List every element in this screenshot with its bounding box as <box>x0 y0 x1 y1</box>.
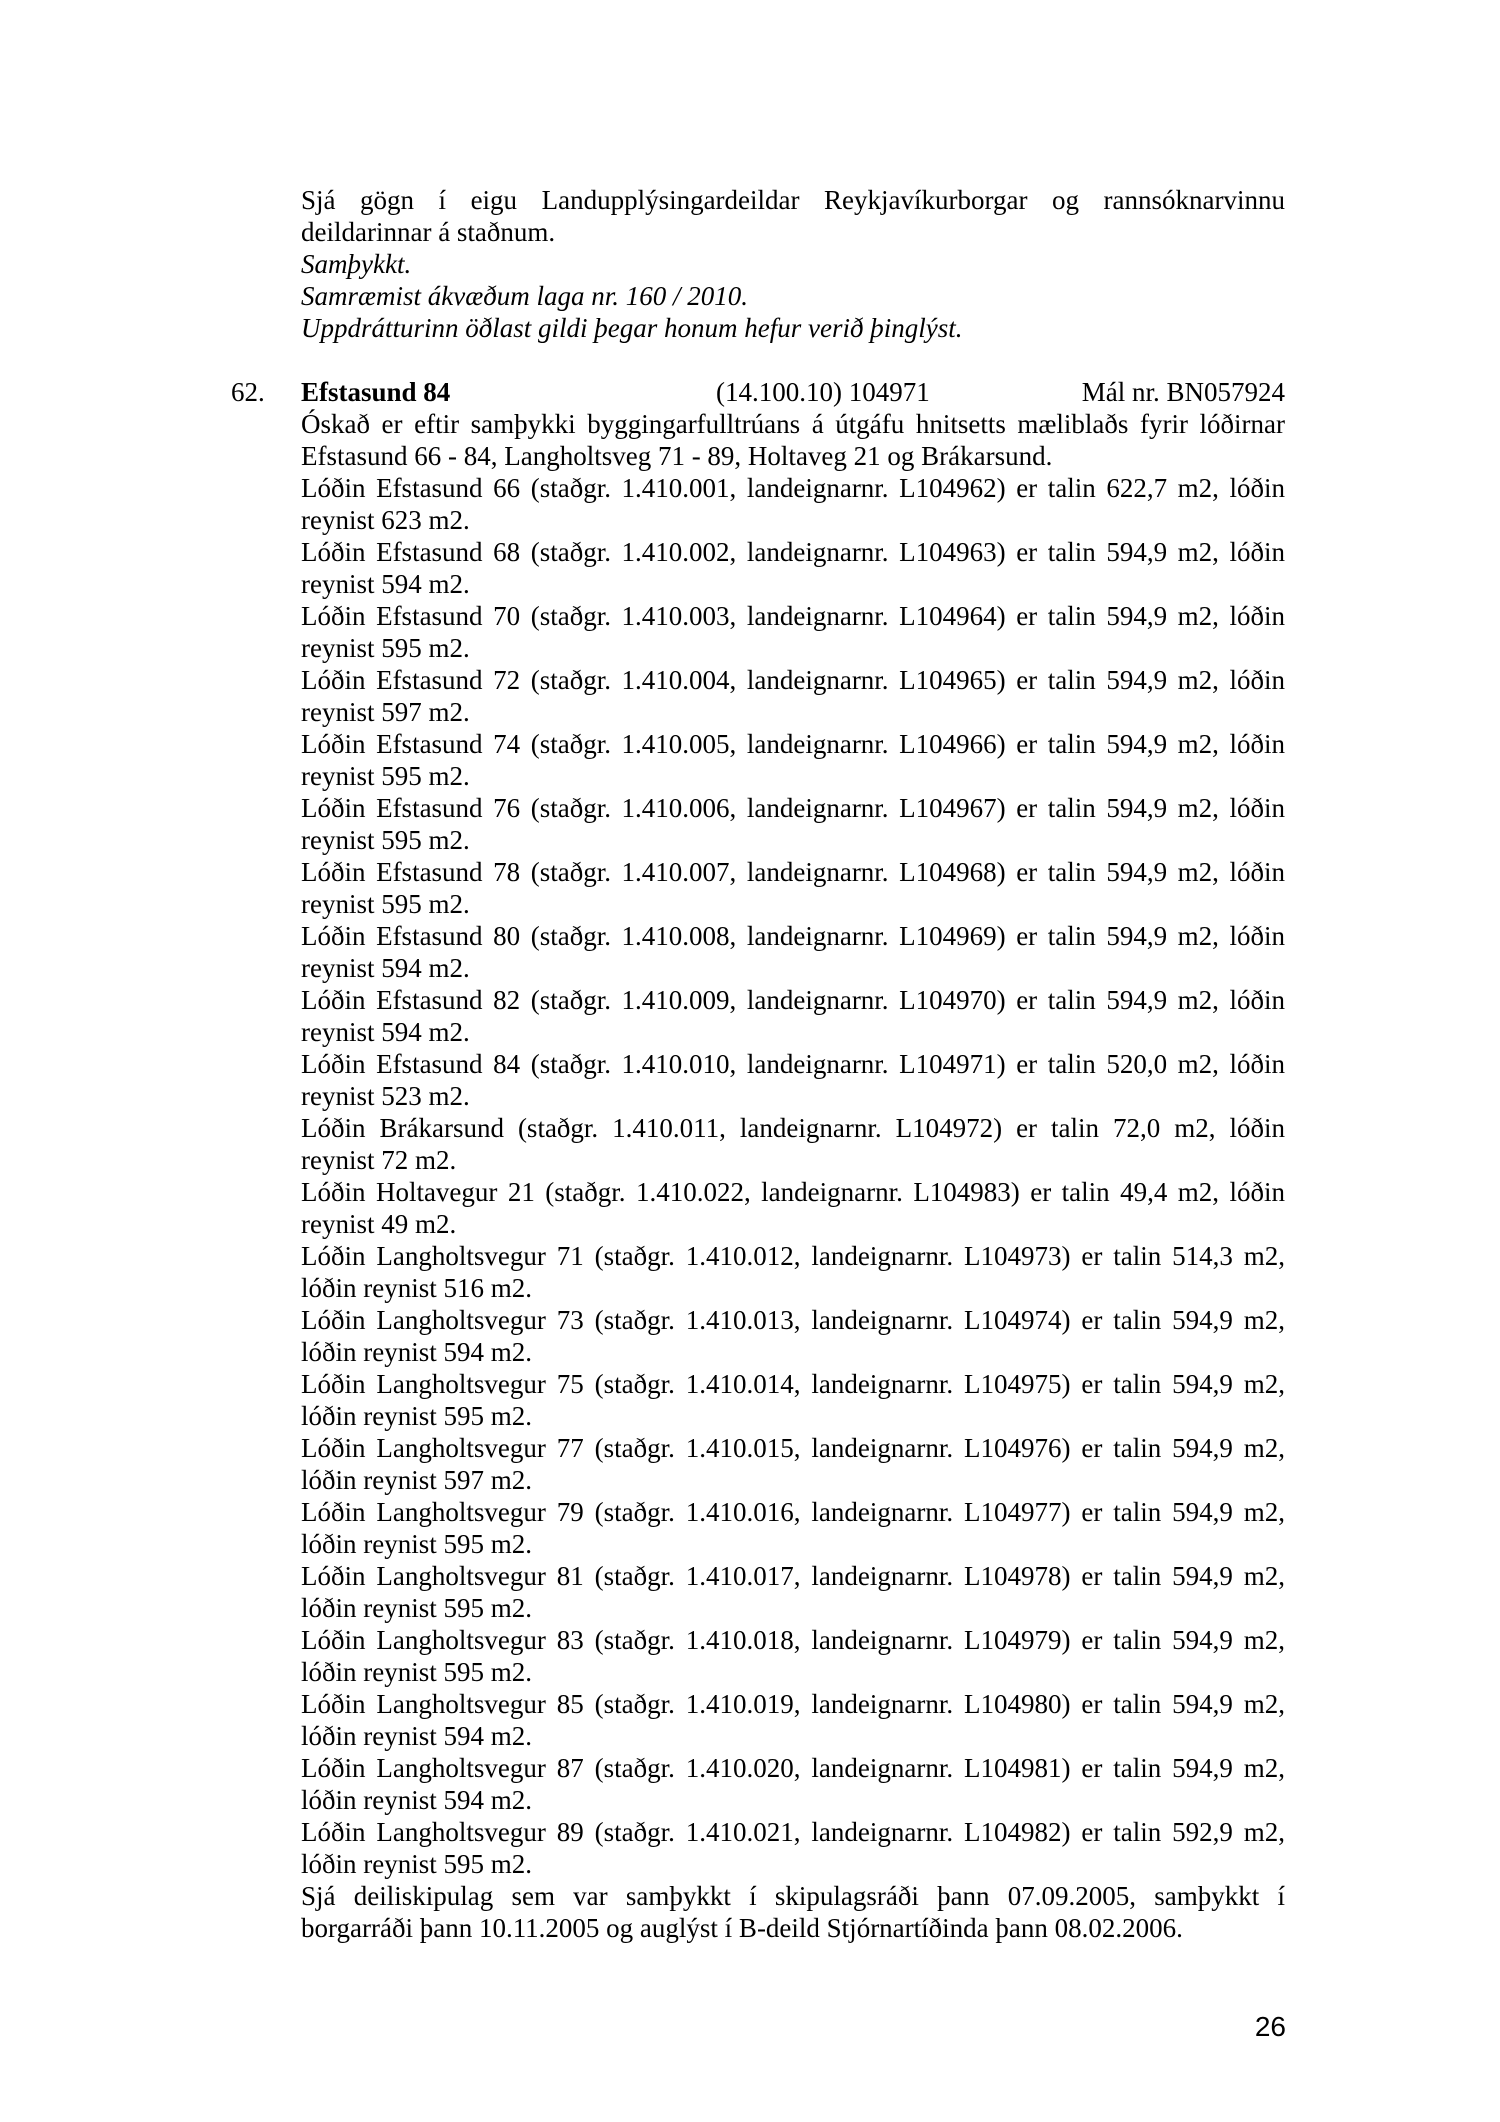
lot-entry: Lóðin Langholtsvegur 73 (staðgr. 1.410.013, landeignarnr. L104974) er talin 594,9 m2, lóðin reynist 594 m2. <box>301 1305 1285 1367</box>
intro-paragraph: Sjá gögn í eigu Landupplýsingardeildar Reykjavíkurborgar og rannsóknarvinnu deildarinnar á staðnum. <box>301 185 1285 247</box>
case-reference: (14.100.10) 104971 <box>716 377 930 407</box>
page-number: 26 <box>1254 2011 1286 2042</box>
lot-entry: Lóðin Efstasund 76 (staðgr. 1.410.006, landeignarnr. L104967) er talin 594,9 m2, lóðin reynist 595 m2. <box>301 793 1285 855</box>
lot-entry: Lóðin Langholtsvegur 71 (staðgr. 1.410.012, landeignarnr. L104973) er talin 514,3 m2, lóðin reynist 516 m2. <box>301 1241 1285 1303</box>
lot-entry: Lóðin Langholtsvegur 81 (staðgr. 1.410.017, landeignarnr. L104978) er talin 594,9 m2, lóðin reynist 595 m2. <box>301 1561 1285 1623</box>
case-header <box>301 376 1285 408</box>
lot-entry: Lóðin Efstasund 74 (staðgr. 1.410.005, landeignarnr. L104966) er talin 594,9 m2, lóðin reynist 595 m2. <box>301 729 1285 791</box>
case-request: Óskað er eftir samþykki byggingarfulltrúans á útgáfu hnitsetts mæliblaðs fyrir lóðirnar Efstasund 66 - 84, Langholtsveg 71 - 89, Holtaveg 21 og Brákarsund. <box>301 409 1285 471</box>
lot-entry: Lóðin Efstasund 72 (staðgr. 1.410.004, landeignarnr. L104965) er talin 594,9 m2, lóðin reynist 597 m2. <box>301 665 1285 727</box>
lot-entry: Lóðin Langholtsvegur 87 (staðgr. 1.410.020, landeignarnr. L104981) er talin 594,9 m2, lóðin reynist 594 m2. <box>301 1753 1285 1815</box>
lot-entry: Lóðin Efstasund 70 (staðgr. 1.410.003, landeignarnr. L104964) er talin 594,9 m2, lóðin reynist 595 m2. <box>301 601 1285 663</box>
lot-entry: Lóðin Efstasund 68 (staðgr. 1.410.002, landeignarnr. L104963) er talin 594,9 m2, lóðin reynist 594 m2. <box>301 537 1285 599</box>
lot-entry: Lóðin Langholtsvegur 79 (staðgr. 1.410.016, landeignarnr. L104977) er talin 594,9 m2, lóðin reynist 595 m2. <box>301 1497 1285 1559</box>
intro-section <box>301 184 1285 344</box>
lot-entry: Lóðin Langholtsvegur 77 (staðgr. 1.410.015, landeignarnr. L104976) er talin 594,9 m2, lóðin reynist 597 m2. <box>301 1433 1285 1495</box>
lot-entry: Lóðin Efstasund 84 (staðgr. 1.410.010, landeignarnr. L104971) er talin 520,0 m2, lóðin reynist 523 m2. <box>301 1049 1285 1111</box>
approval-line: Samþykkt. <box>301 249 412 279</box>
lot-entry: Lóðin Holtavegur 21 (staðgr. 1.410.022, landeignarnr. L104983) er talin 49,4 m2, lóðin reynist 49 m2. <box>301 1177 1285 1239</box>
lot-entry: Lóðin Brákarsund (staðgr. 1.410.011, landeignarnr. L104972) er talin 72,0 m2, lóðin reynist 72 m2. <box>301 1113 1285 1175</box>
case-number: 62. <box>231 377 265 407</box>
case-section <box>231 376 1285 1944</box>
closing-paragraph: Sjá deiliskipulag sem var samþykkt í skipulagsráði þann 07.09.2005, samþykkt í borgarráði þann 10.11.2005 og auglýst í B-deild Stjórnartíðinda þann 08.02.2006. <box>301 1881 1285 1943</box>
lot-entry: Lóðin Langholtsvegur 89 (staðgr. 1.410.021, landeignarnr. L104982) er talin 592,9 m2, lóðin reynist 595 m2. <box>301 1817 1285 1879</box>
case-title: Efstasund 84 <box>301 377 451 407</box>
lot-entry: Lóðin Efstasund 66 (staðgr. 1.410.001, landeignarnr. L104962) er talin 622,7 m2, lóðin reynist 623 m2. <box>301 473 1285 535</box>
validity-line: Uppdrátturinn öðlast gildi þegar honum hefur verið þinglýst. <box>301 313 963 343</box>
lot-entry: Lóðin Langholtsvegur 85 (staðgr. 1.410.019, landeignarnr. L104980) er talin 594,9 m2, lóðin reynist 594 m2. <box>301 1689 1285 1751</box>
lot-entry: Lóðin Efstasund 78 (staðgr. 1.410.007, landeignarnr. L104968) er talin 594,9 m2, lóðin reynist 595 m2. <box>301 857 1285 919</box>
lot-entry: Lóðin Langholtsvegur 75 (staðgr. 1.410.014, landeignarnr. L104975) er talin 594,9 m2, lóðin reynist 595 m2. <box>301 1369 1285 1431</box>
case-file-number: Mál nr. BN057924 <box>1081 377 1285 407</box>
law-compliance-line: Samræmist ákvæðum laga nr. 160 / 2010. <box>301 281 749 311</box>
lot-entry: Lóðin Efstasund 80 (staðgr. 1.410.008, landeignarnr. L104969) er talin 594,9 m2, lóðin reynist 594 m2. <box>301 921 1285 983</box>
lot-entry: Lóðin Efstasund 82 (staðgr. 1.410.009, landeignarnr. L104970) er talin 594,9 m2, lóðin reynist 594 m2. <box>301 985 1285 1047</box>
lot-entry: Lóðin Langholtsvegur 83 (staðgr. 1.410.018, landeignarnr. L104979) er talin 594,9 m2, lóðin reynist 595 m2. <box>301 1625 1285 1687</box>
